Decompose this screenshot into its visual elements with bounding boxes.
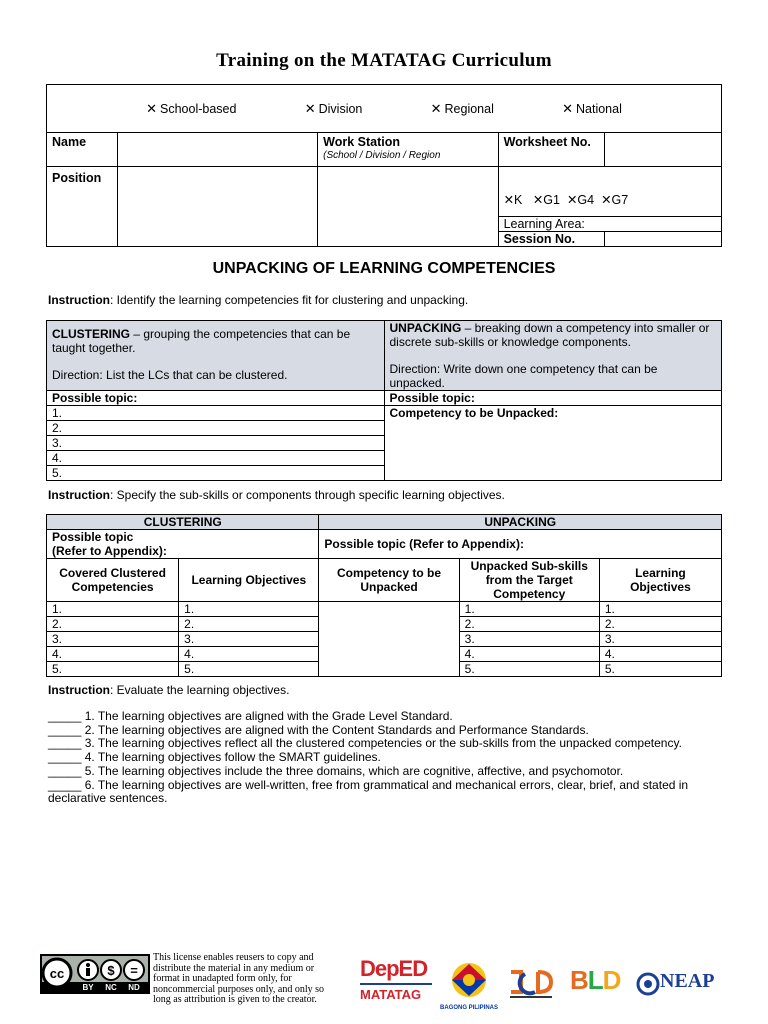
cc-license-badge: [40, 954, 150, 994]
bld-logo: BLD: [570, 965, 621, 995]
table-cell[interactable]: 5.: [599, 662, 721, 677]
svg-text:=: =: [130, 963, 138, 978]
bagong-pilipinas-logo: BAGONG PILIPINAS: [440, 958, 498, 1010]
worksheet-field[interactable]: [605, 133, 722, 167]
cluster-item-5[interactable]: 5.: [47, 466, 385, 481]
clustering-topic-label: Possible topic:: [47, 391, 385, 406]
col-competency-unpacked: Competency to be Unpacked: [319, 559, 459, 602]
table-cell[interactable]: 1.: [179, 602, 319, 617]
table-cell[interactable]: 5.: [179, 662, 319, 677]
checklist-item[interactable]: _____ 2. The learning objectives are aligned with the Content Standards and Performance Standards.: [48, 722, 589, 737]
section-heading: UNPACKING OF LEARNING COMPETENCIES: [212, 260, 556, 277]
grade-g4[interactable]: ✕G4: [566, 192, 595, 207]
table-cell[interactable]: 3.: [47, 632, 179, 647]
table-cell[interactable]: 4.: [459, 647, 599, 662]
unpacking-header: UNPACKING: [319, 515, 722, 530]
checklist-item[interactable]: _____ 4. The learning objectives follow the SMART guidelines.: [48, 750, 381, 765]
cluster-item-2[interactable]: 2.: [47, 421, 385, 436]
clustering-header: CLUSTERING: [47, 515, 319, 530]
level-options: [52, 102, 716, 116]
x-mark-icon: ✕: [562, 100, 573, 116]
svg-text:$: $: [107, 963, 115, 978]
workstation-field[interactable]: [318, 167, 498, 247]
checklist-item[interactable]: _____ 6. The learning objectives are well-written, free from grammatical and mechanical errors, clear, brief, and stated in declarative sentences.: [48, 777, 689, 806]
table-cell[interactable]: 1.: [599, 602, 721, 617]
unpacking-topic[interactable]: Possible topic (Refer to Appendix):: [319, 530, 722, 559]
grade-options: [498, 167, 721, 217]
col-subskills: Unpacked Sub-skills from the Target Competency: [459, 559, 599, 602]
session-label: Session No.: [498, 232, 605, 247]
competency-field[interactable]: [319, 602, 459, 677]
instruction-3: Instruction: Evaluate the learning objectives.: [48, 683, 290, 697]
x-mark-icon: ✕: [304, 100, 316, 116]
x-mark-icon: ✕: [430, 100, 442, 116]
col-covered-competencies: Covered Clustered Competencies: [47, 559, 179, 602]
objectives-table: [46, 514, 722, 677]
cc-nd: ND: [128, 983, 140, 992]
unpacking-definition: UNPACKING – breaking down a competency into smaller or discrete sub-skills or knowledge components. Direction: Write down one competency that can be unpacked.: [384, 321, 722, 391]
competency-unpacked-field[interactable]: Competency to be Unpacked:: [384, 406, 722, 481]
table-cell[interactable]: 3.: [179, 632, 319, 647]
grade-k[interactable]: ✕K: [503, 192, 523, 207]
name-field[interactable]: [117, 133, 317, 167]
cluster-item-1[interactable]: 1.: [47, 406, 385, 421]
clustering-definition: CLUSTERING – grouping the competencies that can be taught together. Direction: List the LCs that can be clustered.: [47, 321, 385, 391]
table-cell[interactable]: 5.: [459, 662, 599, 677]
svg-text:cc: cc: [49, 966, 65, 981]
table-cell[interactable]: 2.: [459, 617, 599, 632]
level-option-national[interactable]: ✕ National: [562, 100, 622, 116]
workstation-cell: [318, 133, 498, 167]
position-label: Position: [47, 167, 118, 247]
worksheet-label: Worksheet No.: [498, 133, 605, 167]
clustering-topic[interactable]: Possible topic (Refer to Appendix):: [47, 530, 319, 559]
grade-g7[interactable]: ✕G7: [601, 192, 629, 207]
clustering-unpacking-table: [46, 320, 722, 481]
position-field[interactable]: [117, 167, 317, 247]
level-option-regional[interactable]: ✕ Regional: [430, 100, 494, 116]
learning-area-label: Learning Area:: [498, 217, 721, 232]
page-title: Training on the MATATAG Curriculum: [216, 50, 552, 71]
table-cell[interactable]: 2.: [599, 617, 721, 632]
evaluation-checklist: [48, 710, 718, 806]
level-option-school[interactable]: ✕ School-based: [146, 100, 237, 116]
name-label: Name: [47, 133, 118, 167]
col-learning-objectives: Learning Objectives: [179, 559, 319, 602]
table-cell[interactable]: 4.: [599, 647, 721, 662]
x-mark-icon: ✕: [146, 100, 158, 116]
level-option-division[interactable]: ✕ Division: [304, 100, 363, 116]
license-text: This license enables reusers to copy and distribute the material in any medium or format in unadapted form only, for noncommercial purposes only, and only so long as attribution is given to the creator.: [153, 952, 324, 1005]
checklist-item[interactable]: _____ 5. The learning objectives include the three domains, which are cognitive, affective, and psychomotor.: [48, 763, 624, 778]
deped-logo: DepED MATATAG: [360, 958, 432, 1010]
session-field[interactable]: [605, 232, 722, 247]
cc-nc: NC: [105, 983, 117, 992]
instruction-2: Instruction: Specify the sub-skills or components through specific learning objectives.: [48, 488, 505, 502]
table-cell[interactable]: 2.: [179, 617, 319, 632]
cluster-item-3[interactable]: 3.: [47, 436, 385, 451]
cc-by: BY: [82, 983, 94, 992]
neap-logo: NEAP: [636, 970, 732, 1000]
table-cell[interactable]: 2.: [47, 617, 179, 632]
instruction-1: Instruction: Identify the learning competencies fit for clustering and unpacking.: [48, 293, 469, 307]
workstation-label: Work Station: [323, 135, 400, 149]
table-cell[interactable]: 4.: [179, 647, 319, 662]
grade-g1[interactable]: ✕G1: [532, 192, 560, 207]
table-cell[interactable]: 1.: [47, 602, 179, 617]
checklist-item[interactable]: _____ 1. The learning objectives are aligned with the Grade Level Standard.: [48, 709, 453, 723]
checklist-item[interactable]: _____ 3. The learning objectives reflect all the clustered competencies or the sub-skills from the unpacked competency.: [48, 736, 682, 751]
unpacking-topic-label: Possible topic:: [384, 391, 722, 406]
table-cell[interactable]: 1.: [459, 602, 599, 617]
tcd-logo: [508, 968, 554, 1000]
participant-info-table: [46, 84, 722, 247]
col-learning-objectives-2: Learning Objectives: [599, 559, 721, 602]
cluster-item-4[interactable]: 4.: [47, 451, 385, 466]
table-cell[interactable]: 5.: [47, 662, 179, 677]
workstation-hint: (School / Division / Region: [323, 150, 441, 161]
table-cell[interactable]: 3.: [459, 632, 599, 647]
table-cell[interactable]: 3.: [599, 632, 721, 647]
table-cell[interactable]: 4.: [47, 647, 179, 662]
